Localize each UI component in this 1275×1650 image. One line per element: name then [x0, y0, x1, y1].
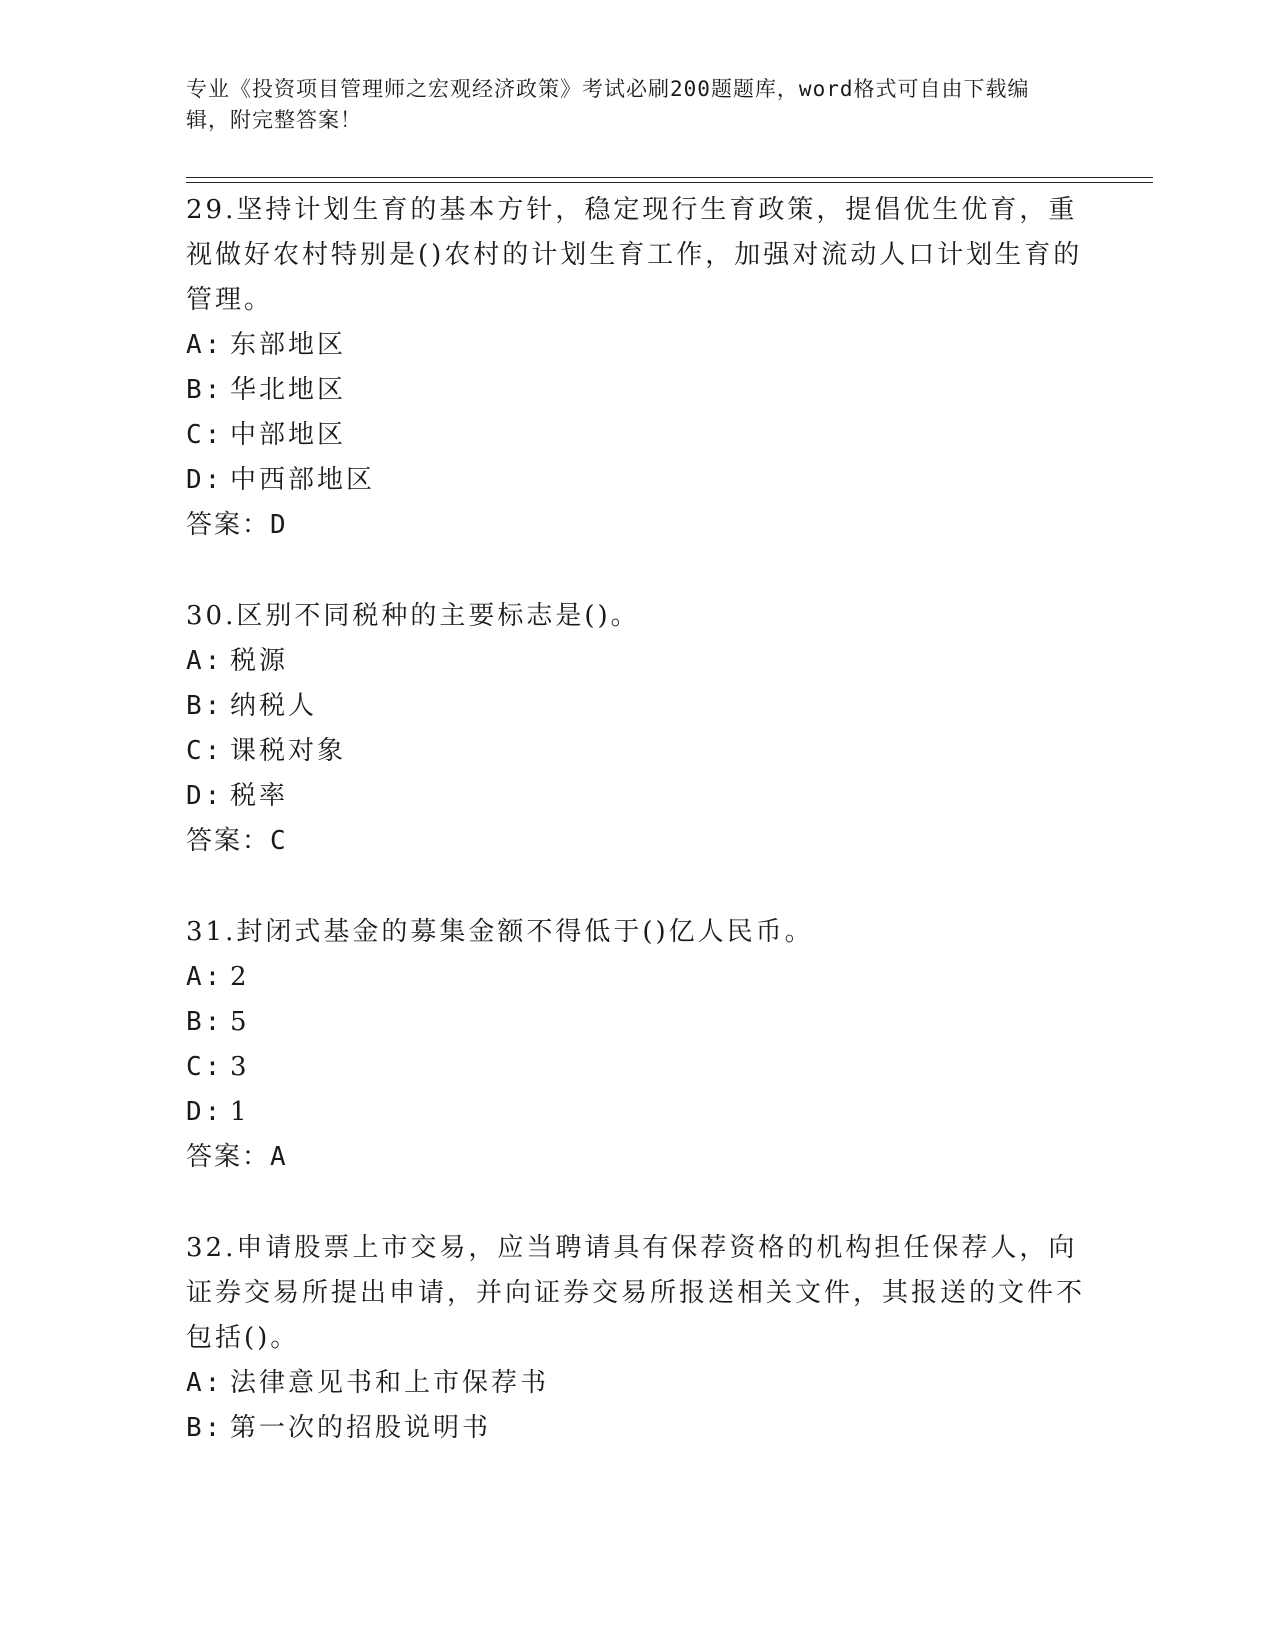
option-key: C:	[186, 420, 224, 450]
option-key: A:	[186, 330, 224, 360]
option-a	[186, 955, 1086, 1000]
option-text: 中西部地区	[230, 465, 376, 495]
option-c	[186, 729, 1086, 774]
option-d	[186, 458, 1086, 503]
option-text: 1	[230, 1097, 250, 1127]
header-rule-bottom	[186, 182, 1153, 183]
option-a	[186, 1361, 1086, 1406]
answer-label: 答案：	[186, 826, 271, 856]
option-text: 中部地区	[230, 420, 347, 450]
option-text: 5	[230, 1007, 250, 1037]
option-key: B:	[186, 1007, 224, 1037]
option-text: 东部地区	[230, 330, 347, 360]
question-stem: 30.区别不同税种的主要标志是()。	[186, 601, 640, 631]
option-key: C:	[186, 1052, 224, 1082]
option-key: D:	[186, 1097, 224, 1127]
question-stem: 32.申请股票上市交易，应当聘请具有保荐资格的机构担任保荐人，向证券交易所提出申请，并向证券交易所报送相关文件，其报送的文件不包括()。	[186, 1233, 1086, 1353]
answer-label: 答案：	[186, 1142, 271, 1172]
question-30	[186, 594, 1086, 864]
question-stem: 31.封闭式基金的募集金额不得低于()亿人民币。	[186, 917, 814, 947]
option-key: D:	[186, 781, 224, 811]
option-b	[186, 1000, 1086, 1045]
option-text: 纳税人	[230, 691, 318, 721]
option-d	[186, 1090, 1086, 1135]
answer-label: 答案：	[186, 510, 271, 540]
option-c	[186, 1045, 1086, 1090]
document-header: 专业《投资项目管理师之宏观经济政策》考试必刷200题题库，word格式可自由下载编辑，附完整答案！	[186, 77, 1030, 132]
option-key: A:	[186, 646, 224, 676]
option-key: B:	[186, 691, 224, 721]
option-text: 税源	[230, 646, 289, 676]
option-a	[186, 323, 1086, 368]
question-stem: 29.坚持计划生育的基本方针，稳定现行生育政策，提倡优生优育，重视做好农村特别是()农村的计划生育工作，加强对流动人口计划生育的管理。	[186, 195, 1083, 315]
answer-line	[186, 819, 1086, 864]
option-key: B:	[186, 1413, 224, 1443]
answer-line	[186, 503, 1086, 548]
option-c	[186, 413, 1086, 458]
answer-value: D	[270, 510, 288, 540]
answer-line	[186, 1135, 1086, 1180]
option-b	[186, 368, 1086, 413]
option-key: D:	[186, 465, 224, 495]
option-a	[186, 639, 1086, 684]
option-text: 第一次的招股说明书	[230, 1413, 492, 1443]
option-text: 法律意见书和上市保荐书	[230, 1368, 550, 1398]
option-text: 税率	[230, 781, 289, 811]
question-29	[186, 188, 1086, 548]
option-key: A:	[186, 962, 224, 992]
option-text: 2	[230, 962, 250, 992]
answer-value: C	[270, 826, 288, 856]
option-key: A:	[186, 1368, 224, 1398]
question-list	[186, 188, 1086, 1497]
option-key: C:	[186, 736, 224, 766]
option-text: 3	[230, 1052, 250, 1082]
option-b	[186, 1406, 1086, 1451]
answer-value: A	[270, 1142, 288, 1172]
option-text: 华北地区	[230, 375, 347, 405]
header-rule-top	[186, 177, 1153, 178]
option-d	[186, 774, 1086, 819]
question-31	[186, 910, 1086, 1180]
option-key: B:	[186, 375, 224, 405]
question-32	[186, 1226, 1086, 1451]
option-b	[186, 684, 1086, 729]
option-text: 课税对象	[230, 736, 347, 766]
